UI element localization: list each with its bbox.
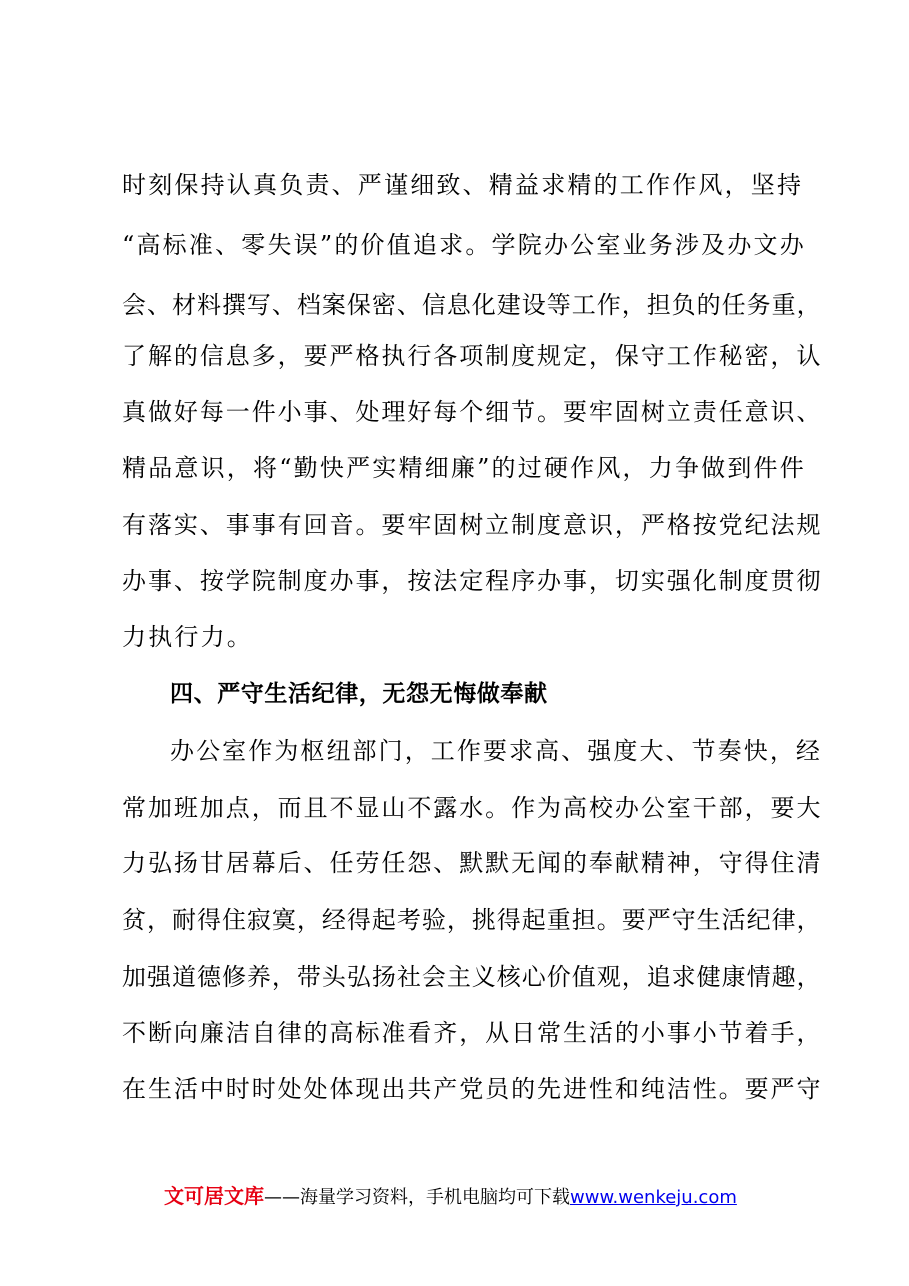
footer-website-link[interactable]: www.wenkeju.com <box>570 1187 737 1208</box>
paragraph-line: 精品意识，将“勤快严实精细廉”的过硬作风，力争做到件件 <box>122 454 806 482</box>
paragraph-line: “高标准、零失误”的价值追求。学院办公室业务涉及办文办 <box>122 231 806 259</box>
paragraph-line: 有落实、事事有回音。要牢固树立制度意识，严格按党纪法规 <box>122 511 823 539</box>
paragraph-line: 不断向廉洁自律的高标准看齐，从日常生活的小事小节着手， <box>122 1019 823 1047</box>
paragraph-line: 了解的信息多，要严格执行各项制度规定，保守工作秘密，认 <box>122 342 823 370</box>
paragraph-line: 加强道德修养，带头弘扬社会主义核心价值观，追求健康情趣， <box>122 963 822 991</box>
paragraph-line: 力弘扬甘居幕后、任劳任怨、默默无闻的奉献精神，守得住清 <box>122 849 823 877</box>
footer-description: ——海量学习资料，手机电脑均可下载 <box>264 1187 570 1208</box>
section-heading: 四、严守生活纪律，无怨无悔做奉献 <box>170 681 548 707</box>
paragraph-line: 办公室作为枢纽部门，工作要求高、强度大、节奏快，经 <box>170 737 822 765</box>
paragraph-line: 办事、按学院制度办事，按法定程序办事，切实强化制度贯彻 <box>122 567 823 595</box>
paragraph-line: 贫，耐得住寂寞，经得起考验，挑得起重担。要严守生活纪律， <box>122 906 822 934</box>
paragraph-line: 会、材料撰写、档案保密、信息化建设等工作，担负的任务重， <box>122 291 822 319</box>
paragraph-line: 时刻保持认真负责、严谨细致、精益求精的工作作风，坚持 <box>122 171 804 199</box>
footer-brand: 文可居文库 <box>164 1184 264 1208</box>
paragraph-line: 在生活中时时处处体现出共产党员的先进性和纯洁性。要严守 <box>122 1075 823 1103</box>
footer-banner <box>164 1181 737 1211</box>
paragraph-line: 真做好每一件小事、处理好每个细节。要牢固树立责任意识、 <box>122 398 823 426</box>
paragraph-line: 常加班加点，而且不显山不露水。作为高校办公室干部，要大 <box>122 794 823 822</box>
paragraph-line: 力执行力。 <box>122 623 253 651</box>
